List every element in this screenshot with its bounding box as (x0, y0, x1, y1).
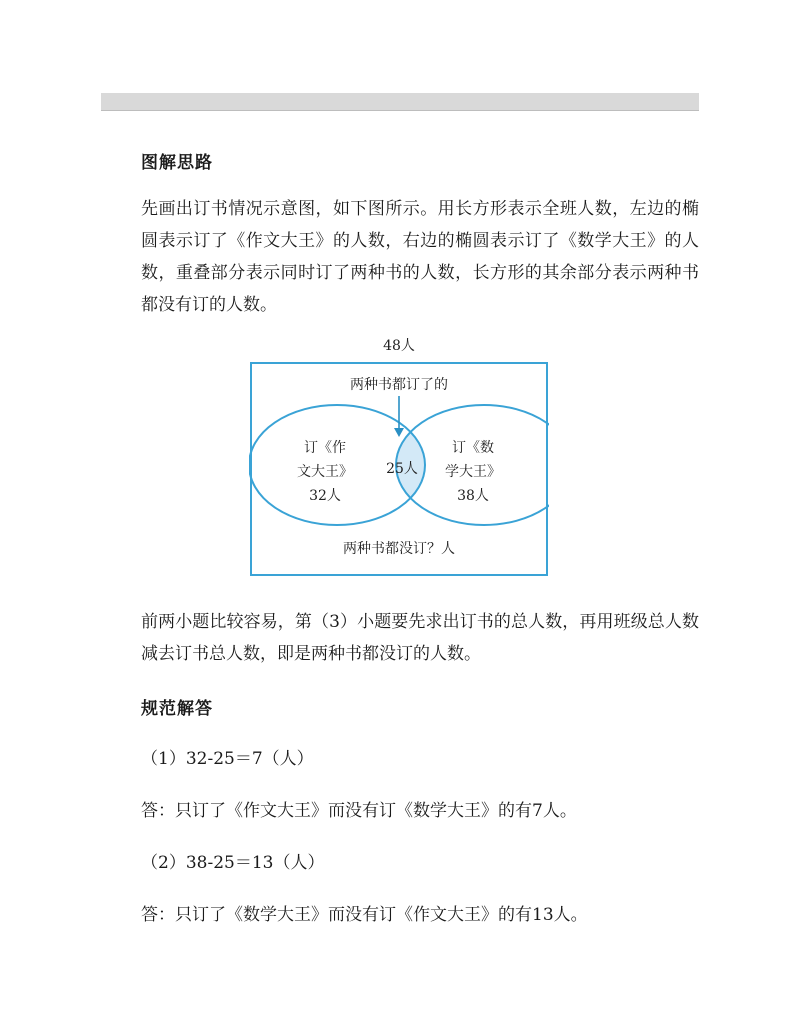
venn-diagram (249, 338, 549, 578)
intro-paragraph-text: 先画出订书情况示意图，如下图所示。用长方形表示全班人数，左边的椭圆表示订了《作文大王》的人数，右边的椭圆表示订了《数学大王》的人数，重叠部分表示同时订了两种书的人数，长方形的其余部分表示两种书都没有订的人数。 (141, 199, 699, 315)
explanation-paragraph-text: 前两小题比较容易，第（3）小题要先求出订书的总人数，再用班级总人数减去订书总人数，即是两种书都没订的人数。 (141, 612, 699, 664)
total-label: 48人 (383, 338, 415, 354)
section-title-answer: 规范解答 (141, 699, 213, 719)
right-count: 38人 (457, 488, 489, 504)
explanation-paragraph (101, 606, 699, 670)
both-label: 两种书都订了的 (350, 377, 448, 393)
left-count: 32人 (309, 488, 341, 504)
answer-2: 答：只订了《数学大王》而没有订《作文大王》的有13人。 (141, 905, 588, 925)
arrow-head-icon (394, 428, 404, 437)
venn-svg (249, 338, 549, 578)
question-2-formula: （2）38-25＝13（人） (141, 853, 325, 873)
neither-label: 两种书都没订？人 (343, 541, 455, 557)
left-label-line2: 文大王》 (297, 464, 353, 480)
right-label-line1: 订《数 (452, 440, 494, 456)
section-title-thinking: 图解思路 (141, 153, 213, 173)
right-label-line2: 学大王》 (445, 464, 501, 480)
overlap-count: 25人 (386, 461, 418, 477)
question-1-formula: （1）32-25＝7（人） (141, 749, 314, 769)
intro-paragraph (101, 193, 699, 321)
left-label-line1: 订《作 (304, 440, 346, 456)
answer-1: 答：只订了《作文大王》而没有订《数学大王》的有7人。 (141, 801, 577, 821)
header-bar (101, 93, 699, 111)
